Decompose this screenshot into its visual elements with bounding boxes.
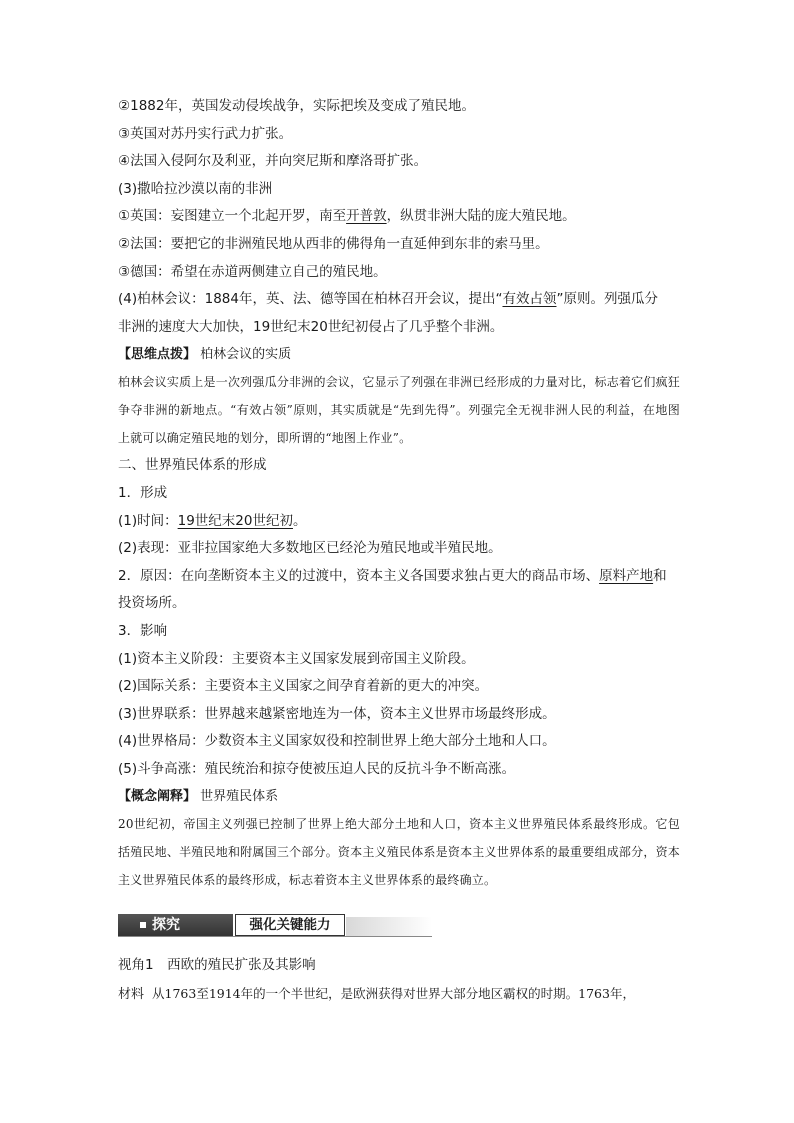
berlin-line-1 [118,286,680,314]
subheading: 3．影响 [118,622,168,639]
berlin-prefix: (4)柏林会议：1884年，英、法、德等国在柏林召开会议，提出“ [118,291,503,308]
text-line: ②1882年，英国发动侵埃战争，实际把埃及变成了殖民地。 [118,98,475,114]
banner-light-tab: 强化关键能力 [235,914,345,936]
material-text: 从1763至1914年的一个半世纪，是欧洲获得对世界大部分地区霸权的时期。1763年， [152,986,635,1002]
uk-line [118,203,680,231]
reason-line-1 [118,563,680,591]
reason-underlined: 原料产地 [599,567,654,584]
material-line [118,980,680,1009]
concept-box-heading: 世界殖民体系 [200,789,279,805]
thinking-box-heading: 柏林会议的实质 [200,347,292,363]
text-line: ③英国对苏丹实行武力扩张。 [118,125,293,142]
banner-fade [346,917,432,936]
berlin-suffix: ”原则。列强瓜分 [556,291,658,308]
thinking-box-text: 柏林会议实质上是一次列强瓜分非洲的会议，它显示了列强在非洲已经形成的力量对比，标志着它们疯狂争夺非洲的新地点。“有效占领”原则，其实质就是“先到先得”。列强完全无视非洲人民的利益，在地图上就可以确定殖民地的划分，即所谓的“地图上作业”。 [118,375,680,446]
impact-line: (5)斗争高涨：殖民统治和掠夺使被压迫人民的反抗斗争不断高涨。 [118,760,516,777]
concept-box-label: 【概念阐释】 [118,789,197,805]
time-prefix: (1)时间： [118,512,178,529]
reason-suffix: 和 [653,567,667,584]
perspective-heading: 视角1 西欧的殖民扩张及其影响 [118,957,316,974]
thinking-box-label: 【思维点拨】 [118,347,197,363]
section-banner [118,904,680,938]
berlin-underlined: 有效占领 [502,291,557,308]
concept-box-title [118,783,680,810]
time-value: 19世纪末20世纪初 [177,512,293,529]
manifest-line: (2)表现：亚非拉国家绝大多数地区已经沦为殖民地或半殖民地。 [118,540,502,557]
thinking-box-title [118,341,680,368]
concept-box-text: 20世纪初，帝国主义列强已控制了世界上绝大部分土地和人口，资本主义世界殖民体系最终形成。它包括殖民地、半殖民地和附属国三个部分。资本主义殖民体系是资本主义世界体系的最重要组成部分，资本主义世界殖民体系的最终形成，标志着资本主义世界体系的最终确立。 [118,817,680,888]
uk-prefix: ①英国：妄图建立一个北起开罗，南至 [118,208,347,225]
square-bullet-icon [140,922,146,928]
time-line [118,508,680,536]
reason-line-2: 投资场所。 [118,595,186,612]
time-suffix: 。 [292,512,307,529]
text-line: ②法国：要把它的非洲殖民地从西非的佛得角一直延伸到东非的索马里。 [118,235,549,252]
impact-line: (3)世界联系：世界越来越紧密地连为一体，资本主义世界市场最终形成。 [118,705,556,722]
text-line: (3)撒哈拉沙漠以南的非洲 [118,180,273,197]
impact-line: (2)国际关系：主要资本主义国家之间孕育着新的更大的冲突。 [118,678,489,695]
text-line: ④法国入侵阿尔及利亚，并向突尼斯和摩洛哥扩张。 [118,153,428,170]
impact-line: (1)资本主义阶段：主要资本主义国家发展到帝国主义阶段。 [118,650,475,667]
document-page [118,93,680,1009]
reason-prefix: 2．原因：在向垄断资本主义的过渡中，资本主义各国要求独占更大的商品市场、 [118,567,600,584]
uk-underlined: 开普敦 [346,208,387,225]
uk-suffix: ，纵贯非洲大陆的庞大殖民地。 [386,208,576,225]
banner-dark-label: 探究 [152,917,180,934]
berlin-line-2: 非洲的速度大大加快，19世纪末20世纪初侵占了几乎整个非洲。 [118,318,504,335]
section-heading: 二、世界殖民体系的形成 [118,457,267,474]
banner-dark-tab [118,914,233,936]
impact-line: (4)世界格局：少数资本主义国家奴役和控制世界上绝大部分土地和人口。 [118,733,556,750]
material-label: 材料 [118,987,145,1003]
text-line: ③德国：希望在赤道两侧建立自己的殖民地。 [118,263,387,280]
subheading: 1．形成 [118,484,168,501]
banner-underline [118,936,432,937]
